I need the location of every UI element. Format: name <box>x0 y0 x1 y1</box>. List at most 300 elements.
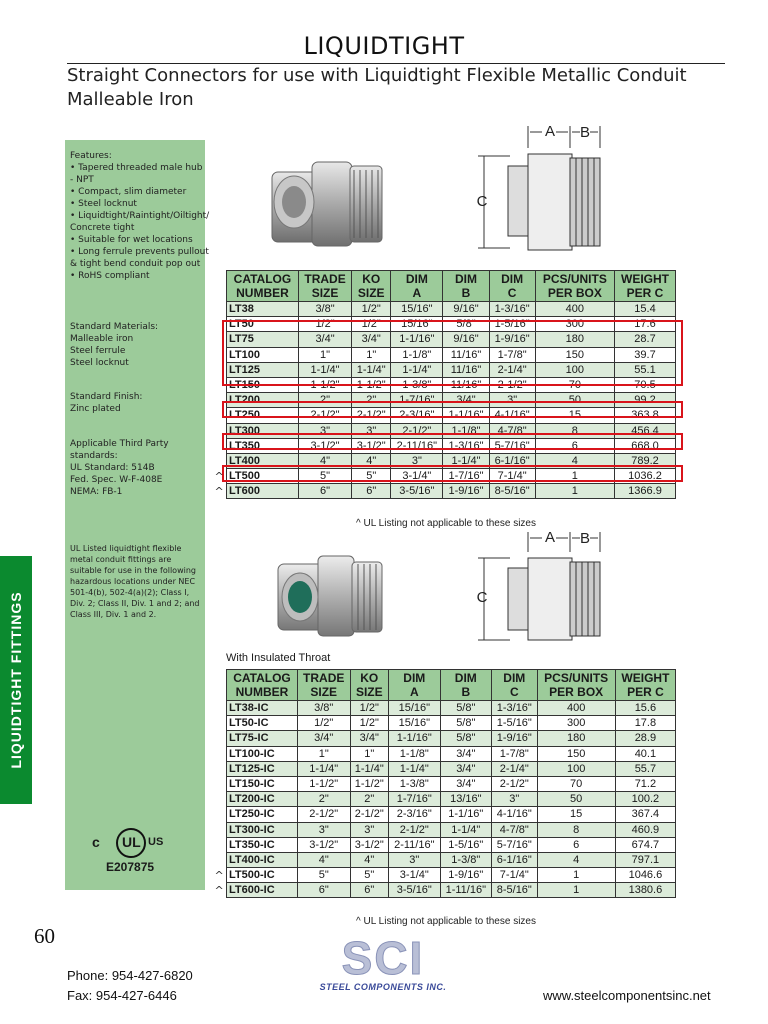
standard-materials <box>70 321 202 369</box>
catalog-number-cell: LT75 <box>227 332 299 347</box>
table-cell: 2-1/2" <box>350 807 389 822</box>
phone-number: Phone: 954-427-6820 <box>67 968 193 983</box>
table-cell: 11/16" <box>443 362 489 377</box>
table-cell: 6-1/16" <box>489 453 535 468</box>
table-cell: 5/8" <box>440 701 492 716</box>
table-cell: 1-3/8" <box>389 776 441 791</box>
table-cell: 4" <box>297 852 350 867</box>
table-cell: 4-1/16" <box>489 408 535 423</box>
features-list <box>70 150 210 282</box>
table-cell: 2-3/16" <box>389 807 441 822</box>
column-header <box>615 670 675 701</box>
table-cell: 1-9/16" <box>443 484 489 499</box>
column-header <box>615 271 676 302</box>
column-header <box>389 670 441 701</box>
table-cell: 4-7/8" <box>492 822 537 837</box>
catalog-number-cell: LT250 <box>227 408 299 423</box>
table-cell: 5/8" <box>440 731 492 746</box>
connector-photo <box>252 142 402 262</box>
table-cell: 7-1/4" <box>492 868 537 883</box>
table-cell: 50 <box>535 393 614 408</box>
finish-line: Standard Finish: <box>70 392 143 402</box>
ul-exception-marker: ^ <box>214 868 224 882</box>
table-cell: 2" <box>352 393 391 408</box>
table-cell: 1-1/2" <box>298 377 351 392</box>
column-header <box>443 271 489 302</box>
column-header-line: DIM <box>503 671 526 685</box>
catalog-number-cell: LT200-IC <box>227 792 298 807</box>
catalog-number-cell: LT600 <box>227 484 299 499</box>
table-cell: 3-1/4" <box>389 868 441 883</box>
table-cell: 5/8" <box>440 716 492 731</box>
dim-c-label: C <box>476 589 488 606</box>
column-header-line: WEIGHT <box>621 272 669 286</box>
table-cell: 3-1/4" <box>391 469 443 484</box>
table-cell: 1-11/16" <box>440 883 492 898</box>
ul-note-line: suitable for use in the following <box>70 566 196 575</box>
table-row <box>227 716 676 731</box>
table-cell: 2" <box>297 792 350 807</box>
table-cell: 3-1/2" <box>297 837 350 852</box>
table-cell: 3/4" <box>440 761 492 776</box>
table-cell: 8-5/16" <box>492 883 537 898</box>
column-header-line: KO <box>360 671 379 685</box>
table-cell: 6 <box>537 837 615 852</box>
table-cell: 1/2" <box>297 716 350 731</box>
column-header <box>391 271 443 302</box>
table-cell: 11/16" <box>443 347 489 362</box>
table-cell: 28.9 <box>615 731 675 746</box>
table-cell: 2-1/2" <box>298 408 351 423</box>
column-header-line: SIZE <box>310 685 338 699</box>
feature-line: Features: <box>70 151 112 161</box>
table-cell: 5-7/16" <box>489 438 535 453</box>
catalog-number-cell: LT300 <box>227 423 299 438</box>
table-cell: 7-1/4" <box>489 469 535 484</box>
table-cell: 3-1/2" <box>298 438 351 453</box>
table-cell: 1" <box>297 746 350 761</box>
table-cell: 6 <box>535 438 614 453</box>
ul-note-line: Div. 2; Class II, Div. 1 and 2; and <box>70 599 200 608</box>
feature-line: - NPT <box>70 175 94 185</box>
table-cell: 9/16" <box>443 332 489 347</box>
dim-c-label: C <box>476 193 488 210</box>
table-cell: 3" <box>350 822 389 837</box>
table-cell: 4" <box>352 453 391 468</box>
column-header <box>350 670 389 701</box>
table-cell: 1-1/4" <box>297 761 350 776</box>
table-cell: 2-1/2" <box>391 423 443 438</box>
table-cell: 15/16" <box>389 701 441 716</box>
table-cell: 17.8 <box>615 716 675 731</box>
column-header-line: DIM <box>405 272 428 286</box>
ul-hazardous-note <box>70 543 202 620</box>
column-header-line: B <box>461 685 471 699</box>
catalog-number-cell: LT50-IC <box>227 716 298 731</box>
material-line: Malleable iron <box>70 334 134 344</box>
sci-logo <box>318 934 448 1000</box>
catalog-number-cell: LT500 <box>227 469 299 484</box>
table-cell: 1-1/4" <box>352 362 391 377</box>
feature-line: • Liquidtight/Raintight/Oiltight/ <box>70 211 210 221</box>
column-header-line: B <box>461 286 471 300</box>
table-cell: 400 <box>535 302 614 317</box>
website-link[interactable]: www.steelcomponentsinc.net <box>543 988 711 1003</box>
table-cell: 1-1/8" <box>443 423 489 438</box>
catalog-number-cell: LT100 <box>227 347 299 362</box>
table-row <box>227 746 676 761</box>
table-cell: 5" <box>350 868 389 883</box>
catalog-number-cell: LT150-IC <box>227 776 298 791</box>
table-row <box>227 731 676 746</box>
table-cell: 674.7 <box>615 837 675 852</box>
table-2-footnote: ^ UL Listing not applicable to these sizes <box>356 916 536 927</box>
page-subtitle <box>67 64 727 112</box>
table-cell: 3/4" <box>298 332 351 347</box>
table-cell: 6" <box>350 883 389 898</box>
table-cell: 3" <box>389 852 441 867</box>
table-cell: 1-1/4" <box>389 761 441 776</box>
subtitle-line-2: Malleable Iron <box>67 89 194 110</box>
table-cell: 15/16" <box>391 317 443 332</box>
column-header-line: C <box>509 685 519 699</box>
table-header-row <box>227 271 676 302</box>
feature-line: • Steel locknut <box>70 199 137 209</box>
catalog-number-cell: LT350 <box>227 438 299 453</box>
ul-mark-text: UL <box>122 834 141 850</box>
column-header-line: DIM <box>454 671 477 685</box>
ul-listing-logo <box>86 826 176 878</box>
table-cell: 15.4 <box>615 302 676 317</box>
table-cell: 99.2 <box>615 393 676 408</box>
standard-finish <box>70 391 202 415</box>
column-header-line: KO <box>362 272 381 286</box>
table-cell: 3/8" <box>297 701 350 716</box>
column-header-line: PER BOX <box>549 685 604 699</box>
column-header <box>535 271 614 302</box>
table-cell: 1 <box>537 883 615 898</box>
table-row <box>227 852 676 867</box>
catalog-number-cell: LT250-IC <box>227 807 298 822</box>
table-cell: 2-1/2" <box>492 776 537 791</box>
catalog-number-cell: LT38 <box>227 302 299 317</box>
table-row <box>227 883 676 898</box>
catalog-number-cell: LT125-IC <box>227 761 298 776</box>
feature-line: • Suitable for wet locations <box>70 235 193 245</box>
table-cell: 1-5/16" <box>492 716 537 731</box>
standard-line: Fed. Spec. W-F-408E <box>70 475 163 485</box>
table-cell: 3" <box>297 822 350 837</box>
table-cell: 1-1/4" <box>298 362 351 377</box>
table-cell: 2" <box>298 393 351 408</box>
table-cell: 8-5/16" <box>489 484 535 499</box>
column-header-line: TRADE <box>303 671 345 685</box>
table-cell: 8 <box>535 423 614 438</box>
table-cell: 4" <box>298 453 351 468</box>
column-header-line: WEIGHT <box>621 671 670 685</box>
table-cell: 1-7/16" <box>389 792 441 807</box>
table-cell: 15 <box>535 408 614 423</box>
ul-note-line: metal conduit fittings are <box>70 555 172 564</box>
table-cell: 4 <box>535 453 614 468</box>
table-row <box>227 302 676 317</box>
table-cell: 6" <box>297 883 350 898</box>
dim-b-label: B <box>579 124 591 141</box>
catalog-number-cell: LT300-IC <box>227 822 298 837</box>
material-line: Steel locknut <box>70 358 129 368</box>
table-cell: 1/2" <box>352 317 391 332</box>
table-cell: 1-1/2" <box>352 377 391 392</box>
table-cell: 1-1/16" <box>389 731 441 746</box>
column-header <box>489 271 535 302</box>
finish-line: Zinc plated <box>70 404 121 414</box>
material-line: Steel ferrule <box>70 346 126 356</box>
table-cell: 300 <box>537 716 615 731</box>
table-cell: 1/2" <box>298 317 351 332</box>
table-cell: 3-5/16" <box>389 883 441 898</box>
column-header-line: PER BOX <box>547 286 602 300</box>
table-cell: 100 <box>535 362 614 377</box>
table-cell: 15/16" <box>389 716 441 731</box>
table-cell: 9/16" <box>443 302 489 317</box>
table-cell: 1036.2 <box>615 469 676 484</box>
table-cell: 17.6 <box>615 317 676 332</box>
highlight-box <box>222 401 683 418</box>
table-cell: 3/8" <box>298 302 351 317</box>
column-header <box>227 271 299 302</box>
dim-b-label: B <box>579 530 591 547</box>
standard-line: Applicable Third Party <box>70 439 169 449</box>
table-cell: 5-7/16" <box>492 837 537 852</box>
table-cell: 1-5/16" <box>489 317 535 332</box>
column-header <box>352 271 391 302</box>
table-cell: 1-1/16" <box>443 408 489 423</box>
table-cell: 55.1 <box>615 362 676 377</box>
table-cell: 3/4" <box>350 731 389 746</box>
column-header <box>227 670 298 701</box>
sci-logo-text: SCI <box>341 932 425 984</box>
table-cell: 1-3/8" <box>391 377 443 392</box>
table-cell: 4-7/8" <box>489 423 535 438</box>
table-cell: 1" <box>298 347 351 362</box>
column-header-line: NUMBER <box>235 685 289 699</box>
ul-us-mark: US <box>148 836 164 848</box>
column-header-line: DIM <box>455 272 477 286</box>
ul-exception-marker: ^ <box>214 484 224 498</box>
table-cell: 2-3/16" <box>391 408 443 423</box>
table-cell: 1-7/8" <box>492 746 537 761</box>
table-cell: 71.2 <box>615 776 675 791</box>
table-row <box>227 701 676 716</box>
table-cell: 1-7/16" <box>443 469 489 484</box>
table-cell: 70.5 <box>615 377 676 392</box>
insulated-throat-label: With Insulated Throat <box>226 652 331 664</box>
column-header-line: C <box>507 286 517 300</box>
dimension-diagram-insulated <box>470 528 620 658</box>
table-cell: 3" <box>352 423 391 438</box>
table-cell: 5" <box>352 469 391 484</box>
table-cell: 100 <box>537 761 615 776</box>
standard-line: NEMA: FB-1 <box>70 487 123 497</box>
column-header-line: PER C <box>626 286 664 300</box>
table-cell: 1 <box>535 469 614 484</box>
table-cell: 2-1/2" <box>352 408 391 423</box>
column-header-line: SIZE <box>357 286 385 300</box>
column-header <box>492 670 537 701</box>
table-cell: 15.6 <box>615 701 675 716</box>
table-row <box>227 837 676 852</box>
table-cell: 3-1/2" <box>350 837 389 852</box>
sci-logo-subtitle: STEEL COMPONENTS INC. <box>319 982 447 992</box>
column-header <box>537 670 615 701</box>
insulated-spec-table <box>226 669 676 898</box>
table-cell: 1-3/16" <box>489 302 535 317</box>
table-cell: 1/2" <box>350 716 389 731</box>
table-cell: 1-1/4" <box>440 822 492 837</box>
table-cell: 300 <box>535 317 614 332</box>
table-cell: 1-3/16" <box>443 438 489 453</box>
table-cell: 3-5/16" <box>391 484 443 499</box>
column-header-line: CATALOG <box>233 272 292 286</box>
third-party-standards <box>70 438 202 498</box>
catalog-number-cell: LT600-IC <box>227 883 298 898</box>
feature-line: • Compact, slim diameter <box>70 187 187 197</box>
table-cell: 5" <box>297 868 350 883</box>
standard-line: standards: <box>70 451 118 461</box>
table-1-footnote: ^ UL Listing not applicable to these sizes <box>356 518 536 529</box>
table-cell: 4-1/16" <box>492 807 537 822</box>
table-cell: 1-9/16" <box>489 332 535 347</box>
table-cell: 5" <box>298 469 351 484</box>
column-header-line: CATALOG <box>233 671 291 685</box>
table-cell: 39.7 <box>615 347 676 362</box>
table-cell: 1/2" <box>350 701 389 716</box>
table-cell: 6-1/16" <box>492 852 537 867</box>
table-cell: 2" <box>350 792 389 807</box>
highlight-box <box>222 320 683 386</box>
catalog-number-cell: LT200 <box>227 393 299 408</box>
table-cell: 1-3/16" <box>492 701 537 716</box>
standard-line: UL Standard: 514B <box>70 463 155 473</box>
table-cell: 2-1/2" <box>489 377 535 392</box>
table-cell: 2-11/16" <box>389 837 441 852</box>
table-cell: 1-9/16" <box>492 731 537 746</box>
table-cell: 15 <box>537 807 615 822</box>
table-cell: 40.1 <box>615 746 675 761</box>
table-cell: 367.4 <box>615 807 675 822</box>
column-header-line: A <box>409 685 419 699</box>
table-cell: 1366.9 <box>615 484 676 499</box>
table-row <box>227 792 676 807</box>
table-cell: 70 <box>537 776 615 791</box>
column-header-line: DIM <box>403 671 426 685</box>
table-cell: 1-1/16" <box>440 807 492 822</box>
feature-line: • Long ferrule prevents pullout <box>70 247 209 257</box>
highlight-box <box>222 433 683 450</box>
table-row <box>227 776 676 791</box>
subtitle-line-1: Straight Connectors for use with Liquidtight Flexible Metallic Conduit <box>67 65 687 86</box>
table-cell: 1-1/2" <box>297 776 350 791</box>
table-cell: 55.7 <box>615 761 675 776</box>
column-header <box>298 271 351 302</box>
table-row <box>227 761 676 776</box>
feature-line: • RoHS compliant <box>70 271 150 281</box>
table-cell: 1-3/8" <box>440 852 492 867</box>
ul-file-number: E207875 <box>106 860 155 874</box>
column-header-line: SIZE <box>311 286 339 300</box>
table-cell: 797.1 <box>615 852 675 867</box>
section-tab-label: LIQUIDTIGHT FITTINGS <box>8 591 24 769</box>
table-cell: 1 <box>535 484 614 499</box>
column-header-line: TRADE <box>304 272 346 286</box>
highlight-box <box>222 465 683 482</box>
table-cell: 3" <box>489 393 535 408</box>
table-cell: 150 <box>537 746 615 761</box>
table-cell: 400 <box>537 701 615 716</box>
catalog-number-cell: LT75-IC <box>227 731 298 746</box>
insulated-connector-photo <box>270 542 390 652</box>
column-header-line: A <box>412 286 422 300</box>
table-cell: 1-9/16" <box>440 868 492 883</box>
table-cell: 2-1/2" <box>297 807 350 822</box>
column-header-line: PER C <box>627 685 664 699</box>
table-cell: 180 <box>537 731 615 746</box>
catalog-number-cell: LT400 <box>227 453 299 468</box>
ul-note-line: hazardous locations under NEC <box>70 577 196 586</box>
table-cell: 1" <box>350 746 389 761</box>
table-row <box>227 822 676 837</box>
catalog-number-cell: LT400-IC <box>227 852 298 867</box>
column-header-line: PCS/UNITS <box>544 671 609 685</box>
table-cell: 789.2 <box>615 453 676 468</box>
column-header-line: PCS/UNITS <box>542 272 607 286</box>
dimension-diagram <box>470 118 620 268</box>
table-cell: 1-1/4" <box>391 362 443 377</box>
table-cell: 363.8 <box>615 408 676 423</box>
table-header-row <box>227 670 676 701</box>
catalog-number-cell: LT125 <box>227 362 299 377</box>
table-cell: 50 <box>537 792 615 807</box>
table-cell: 1" <box>352 347 391 362</box>
table-cell: 1-7/8" <box>489 347 535 362</box>
table-cell: 668.0 <box>615 438 676 453</box>
material-line: Standard Materials: <box>70 322 159 332</box>
feature-line: & tight bend conduit pop out <box>70 259 201 269</box>
table-cell: 3/4" <box>352 332 391 347</box>
table-cell: 6" <box>298 484 351 499</box>
table-cell: 3/4" <box>440 746 492 761</box>
table-cell: 2-1/4" <box>489 362 535 377</box>
table-cell: 3/4" <box>297 731 350 746</box>
column-header-line: NUMBER <box>236 286 289 300</box>
section-tab[interactable] <box>0 556 32 804</box>
table-cell: 1-1/8" <box>391 347 443 362</box>
table-cell: 2-11/16" <box>391 438 443 453</box>
table-cell: 3" <box>492 792 537 807</box>
table-cell: 6" <box>352 484 391 499</box>
dim-a-label: A <box>544 529 556 546</box>
table-cell: 1-5/16" <box>440 837 492 852</box>
ul-note-line: UL Listed liquidtight flexible <box>70 544 182 553</box>
ul-note-line: Class III, Div. 1 and 2. <box>70 610 157 619</box>
table-cell: 4 <box>537 852 615 867</box>
feature-line: • Tapered threaded male hub <box>70 163 203 173</box>
table-cell: 2-1/4" <box>492 761 537 776</box>
page-number: 60 <box>34 924 55 948</box>
table-cell: 15/16" <box>391 302 443 317</box>
table-cell: 3" <box>298 423 351 438</box>
catalog-number-cell: LT500-IC <box>227 868 298 883</box>
